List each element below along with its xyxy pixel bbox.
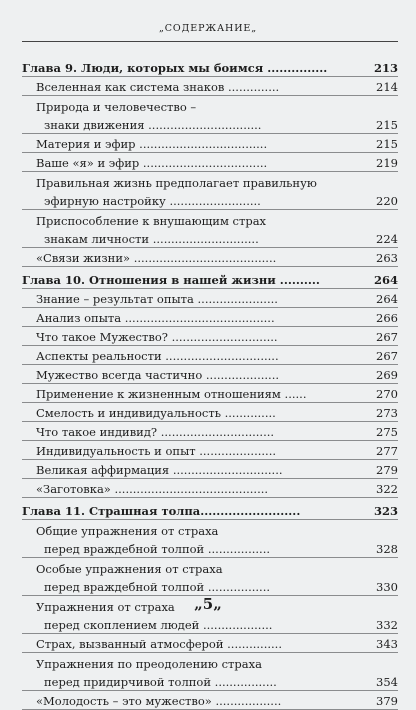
toc-entry-row	[22, 653, 398, 672]
entry-title: Индивидуальность и опыт .....................	[36, 444, 277, 458]
page-ref: 264	[373, 273, 398, 287]
entry-title: перед скоплением людей ...................	[44, 618, 273, 632]
page-ref: 263	[376, 251, 398, 265]
toc-entry-row	[22, 191, 398, 210]
page-ref: 267	[376, 330, 398, 344]
page-ref: 219	[376, 156, 398, 170]
entry-title: знаки движения ...............................	[44, 118, 262, 132]
entry-title: Общие упражнения от страха	[36, 524, 219, 538]
toc-entry-row	[22, 520, 398, 539]
entry-title: Особые упражнения от страха	[36, 562, 223, 576]
page-ref: 224	[376, 232, 398, 246]
page-ref: 332	[376, 618, 398, 632]
toc-entry-row	[22, 384, 398, 403]
entry-title: Что такое Мужество? .............................	[36, 330, 278, 344]
entry-title: перед придирчивой толпой .................	[44, 675, 277, 689]
entry-title: Упражнения от страха	[36, 600, 175, 614]
page-ref: 273	[376, 406, 398, 420]
entry-title: эфирную настройку .........................	[44, 194, 261, 208]
page-ref: 343	[376, 637, 398, 651]
entry-title: знакам личности .............................	[44, 232, 259, 246]
entry-title: Аспекты реальности ...............................	[36, 349, 279, 363]
toc-entry-row	[22, 479, 398, 498]
toc-entry-row	[22, 691, 398, 710]
toc-entry-row	[22, 327, 398, 346]
page-ref: 215	[376, 118, 398, 132]
toc-entry-row	[22, 210, 398, 229]
toc-entry-row	[22, 577, 398, 596]
toc-chapter-row	[22, 270, 398, 289]
entry-title: «Связи жизни» .......................................	[36, 251, 277, 265]
page-ref: 220	[376, 194, 398, 208]
page-ref: 328	[376, 542, 398, 556]
entry-title: Знание – результат опыта ......................	[36, 292, 278, 306]
page-ref: 266	[376, 311, 398, 325]
toc-entry-row	[22, 365, 398, 384]
entry-title: Смелость и индивидуальность ..............	[36, 406, 276, 420]
page-ref: 354	[376, 675, 398, 689]
toc-entry-row	[22, 539, 398, 558]
page-ref: 269	[376, 368, 398, 382]
toc-entry-row	[22, 248, 398, 267]
page-ref: 213	[373, 61, 398, 75]
running-header: „СОДЕРЖАНИЕ„	[158, 23, 258, 34]
page-ref: 264	[376, 292, 398, 306]
chapter-title: Глава 11. Страшная толпа.........................	[22, 504, 301, 518]
toc-entry-row	[22, 115, 398, 134]
toc-entry-row	[22, 229, 398, 248]
entry-title: Вселенная как система знаков ..............	[36, 80, 280, 94]
entry-title: Приспособление к внушающим страх	[36, 214, 267, 228]
header-rule	[22, 41, 398, 42]
page-number: „5„	[194, 595, 222, 613]
toc-entry-row	[22, 558, 398, 577]
page-ref: 277	[376, 444, 398, 458]
page-ref: 330	[376, 580, 398, 594]
toc-entry-row	[22, 634, 398, 653]
chapter-title: Глава 10. Отношения в нашей жизни ..........	[22, 273, 320, 287]
entry-title: перед враждебной толпой .................	[44, 580, 271, 594]
chapter-title: Глава 9. Люди, которых мы боимся ...............	[22, 61, 328, 75]
toc-chapter-row	[22, 58, 398, 77]
toc-entry-row	[22, 672, 398, 691]
entry-title: Мужество всегда частично ....................	[36, 368, 280, 382]
toc-entry-row	[22, 308, 398, 327]
toc-entry-row	[22, 422, 398, 441]
toc-entry-row	[22, 96, 398, 115]
toc-entry-row	[22, 460, 398, 479]
toc-entry-row	[22, 615, 398, 634]
entry-title: «Молодость – это мужество» ..................	[36, 694, 282, 708]
entry-title: Природа и человечество –	[36, 100, 197, 114]
entry-title: Применение к жизненным отношениям ......	[36, 387, 307, 401]
entry-title: Правильная жизнь предполагает правильную	[36, 176, 317, 190]
page-ref: 214	[376, 80, 398, 94]
page-ref: 215	[376, 137, 398, 151]
toc-entry-row	[22, 346, 398, 365]
toc-entry-row	[22, 441, 398, 460]
toc-entry-row	[22, 289, 398, 308]
entry-title: Страх, вызванный атмосферой ...............	[36, 637, 282, 651]
toc-entry-row	[22, 77, 398, 96]
entry-title: Материя и эфир ...................................	[36, 137, 268, 151]
entry-title: перед враждебной толпой .................	[44, 542, 271, 556]
entry-title: Великая аффирмация ..............................	[36, 463, 283, 477]
page-ref: 275	[376, 425, 398, 439]
toc-entry-row	[22, 134, 398, 153]
entry-title: Ваше «я» и эфир ..................................	[36, 156, 268, 170]
entry-title: Анализ опыта .........................................	[36, 311, 275, 325]
page-ref: 270	[376, 387, 398, 401]
page-ref: 379	[376, 694, 398, 708]
toc-entry-row	[22, 153, 398, 172]
entry-title: Что такое индивид? ...............................	[36, 425, 275, 439]
page-ref: 267	[376, 349, 398, 363]
toc-chapter-row	[22, 501, 398, 520]
toc-entry-row	[22, 172, 398, 191]
page-ref: 322	[376, 482, 398, 496]
page-ref: 279	[376, 463, 398, 477]
page-ref: 323	[373, 504, 398, 518]
entry-title: «Заготовка» ..........................................	[36, 482, 269, 496]
entry-title: Упражнения по преодолению страха	[36, 657, 262, 671]
toc-entry-row	[22, 403, 398, 422]
